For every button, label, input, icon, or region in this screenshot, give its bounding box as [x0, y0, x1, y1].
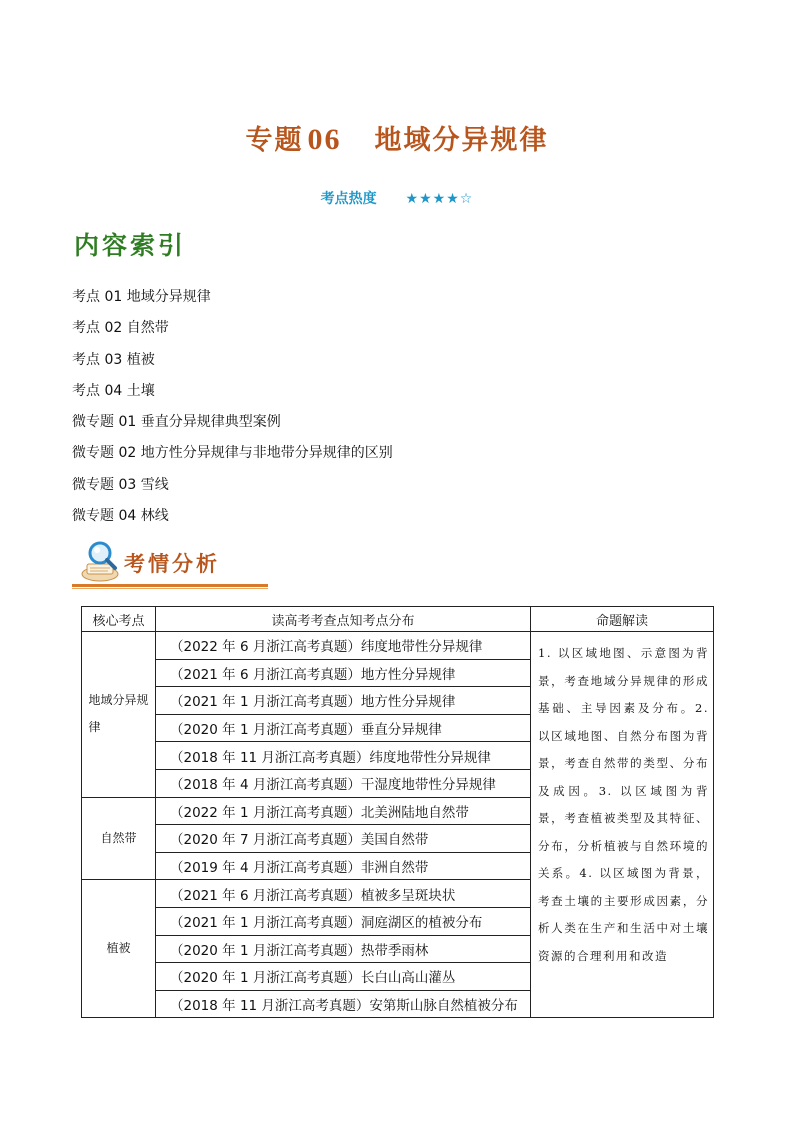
analysis-heading: 考情分析: [124, 551, 220, 576]
source-cell: （2020 年 7 月浙江高考真题）美国自然带: [156, 825, 531, 853]
index-item: 微专题 04 林线: [72, 508, 169, 525]
analysis-table: [81, 606, 714, 1018]
heading-underline: [72, 584, 268, 587]
index-list: [72, 287, 393, 537]
page-title: [0, 118, 794, 157]
interpretation-cell: 1. 以区域地图、示意图为背景，考查地域分异规律的形成基础、主导因素及分布。2. 以区域地图、自然分布图为背景，考查自然带的类型、分布及成因。3. 以区域图为背景，考查植被类型及其特征、分布，分析植被与自然环境的关系。4. 以区域图为背景，考查土壤的主要形成因素，分析人类在生产和生活中对土壤资源的合理利用和改造: [531, 632, 714, 1018]
source-cell: （2021 年 6 月浙江高考真题）地方性分异规律: [156, 659, 531, 687]
index-item: 微专题 02 地方性分异规律与非地带分异规律的区别: [72, 445, 393, 462]
source-cell: （2021 年 1 月浙江高考真题）洞庭湖区的植被分布: [156, 907, 531, 935]
index-item: 考点 01 地域分异规律: [72, 289, 211, 305]
topic-label: 自然带: [100, 830, 137, 845]
topic-label: 植被: [106, 941, 131, 956]
source-cell: （2018 年 11 月浙江高考真题）安第斯山脉自然植被分布: [156, 990, 531, 1018]
source-cell: （2022 年 1 月浙江高考真题）北美洲陆地自然带: [156, 797, 531, 825]
topic-cell: [82, 632, 156, 798]
source-cell: （2020 年 1 月浙江高考真题）长白山高山灌丛: [156, 963, 531, 991]
heat-rating: [0, 188, 794, 208]
topic-cell: [82, 880, 156, 1018]
source-cell: （2021 年 1 月浙江高考真题）地方性分异规律: [156, 687, 531, 715]
source-cell: （2019 年 4 月浙江高考真题）非洲自然带: [156, 852, 531, 880]
star-rating-icon: ★★★★☆: [405, 191, 474, 207]
topic-label: 地域分异规律: [88, 693, 149, 735]
index-item: 考点 03 植被: [72, 351, 155, 368]
index-item: 考点 02 自然带: [72, 320, 169, 337]
source-cell: （2021 年 6 月浙江高考真题）植被多呈斑块状: [156, 880, 531, 908]
index-item: 微专题 03 雪线: [72, 476, 169, 493]
heat-label: 考点热度: [320, 191, 377, 207]
source-cell: （2020 年 1 月浙江高考真题）热带季雨林: [156, 935, 531, 963]
column-header: 核心考点: [82, 607, 156, 632]
topic-cell: [82, 797, 156, 880]
column-header: 命题解读: [531, 607, 714, 632]
source-cell: （2018 年 11 月浙江高考真题）纬度地带性分异规律: [156, 742, 531, 770]
table-row: [82, 632, 714, 660]
column-header: 读高考考查点知考点分布: [156, 607, 531, 632]
source-cell: （2018 年 4 月浙江高考真题）干湿度地带性分异规律: [156, 769, 531, 797]
index-item: 微专题 01 垂直分异规律典型案例: [72, 414, 281, 431]
table-header-row: [82, 607, 714, 632]
index-heading: 内容索引: [74, 231, 187, 260]
source-cell: （2020 年 1 月浙江高考真题）垂直分异规律: [156, 714, 531, 742]
heading-underline-thin: [72, 588, 268, 589]
title-prefix: 专题: [245, 125, 304, 156]
source-cell: （2022 年 6 月浙江高考真题）纬度地带性分异规律: [156, 632, 531, 660]
title-number: 06: [307, 123, 342, 156]
index-item: 考点 04 土壤: [72, 382, 155, 399]
title-main: 地域分异规律: [374, 125, 549, 156]
